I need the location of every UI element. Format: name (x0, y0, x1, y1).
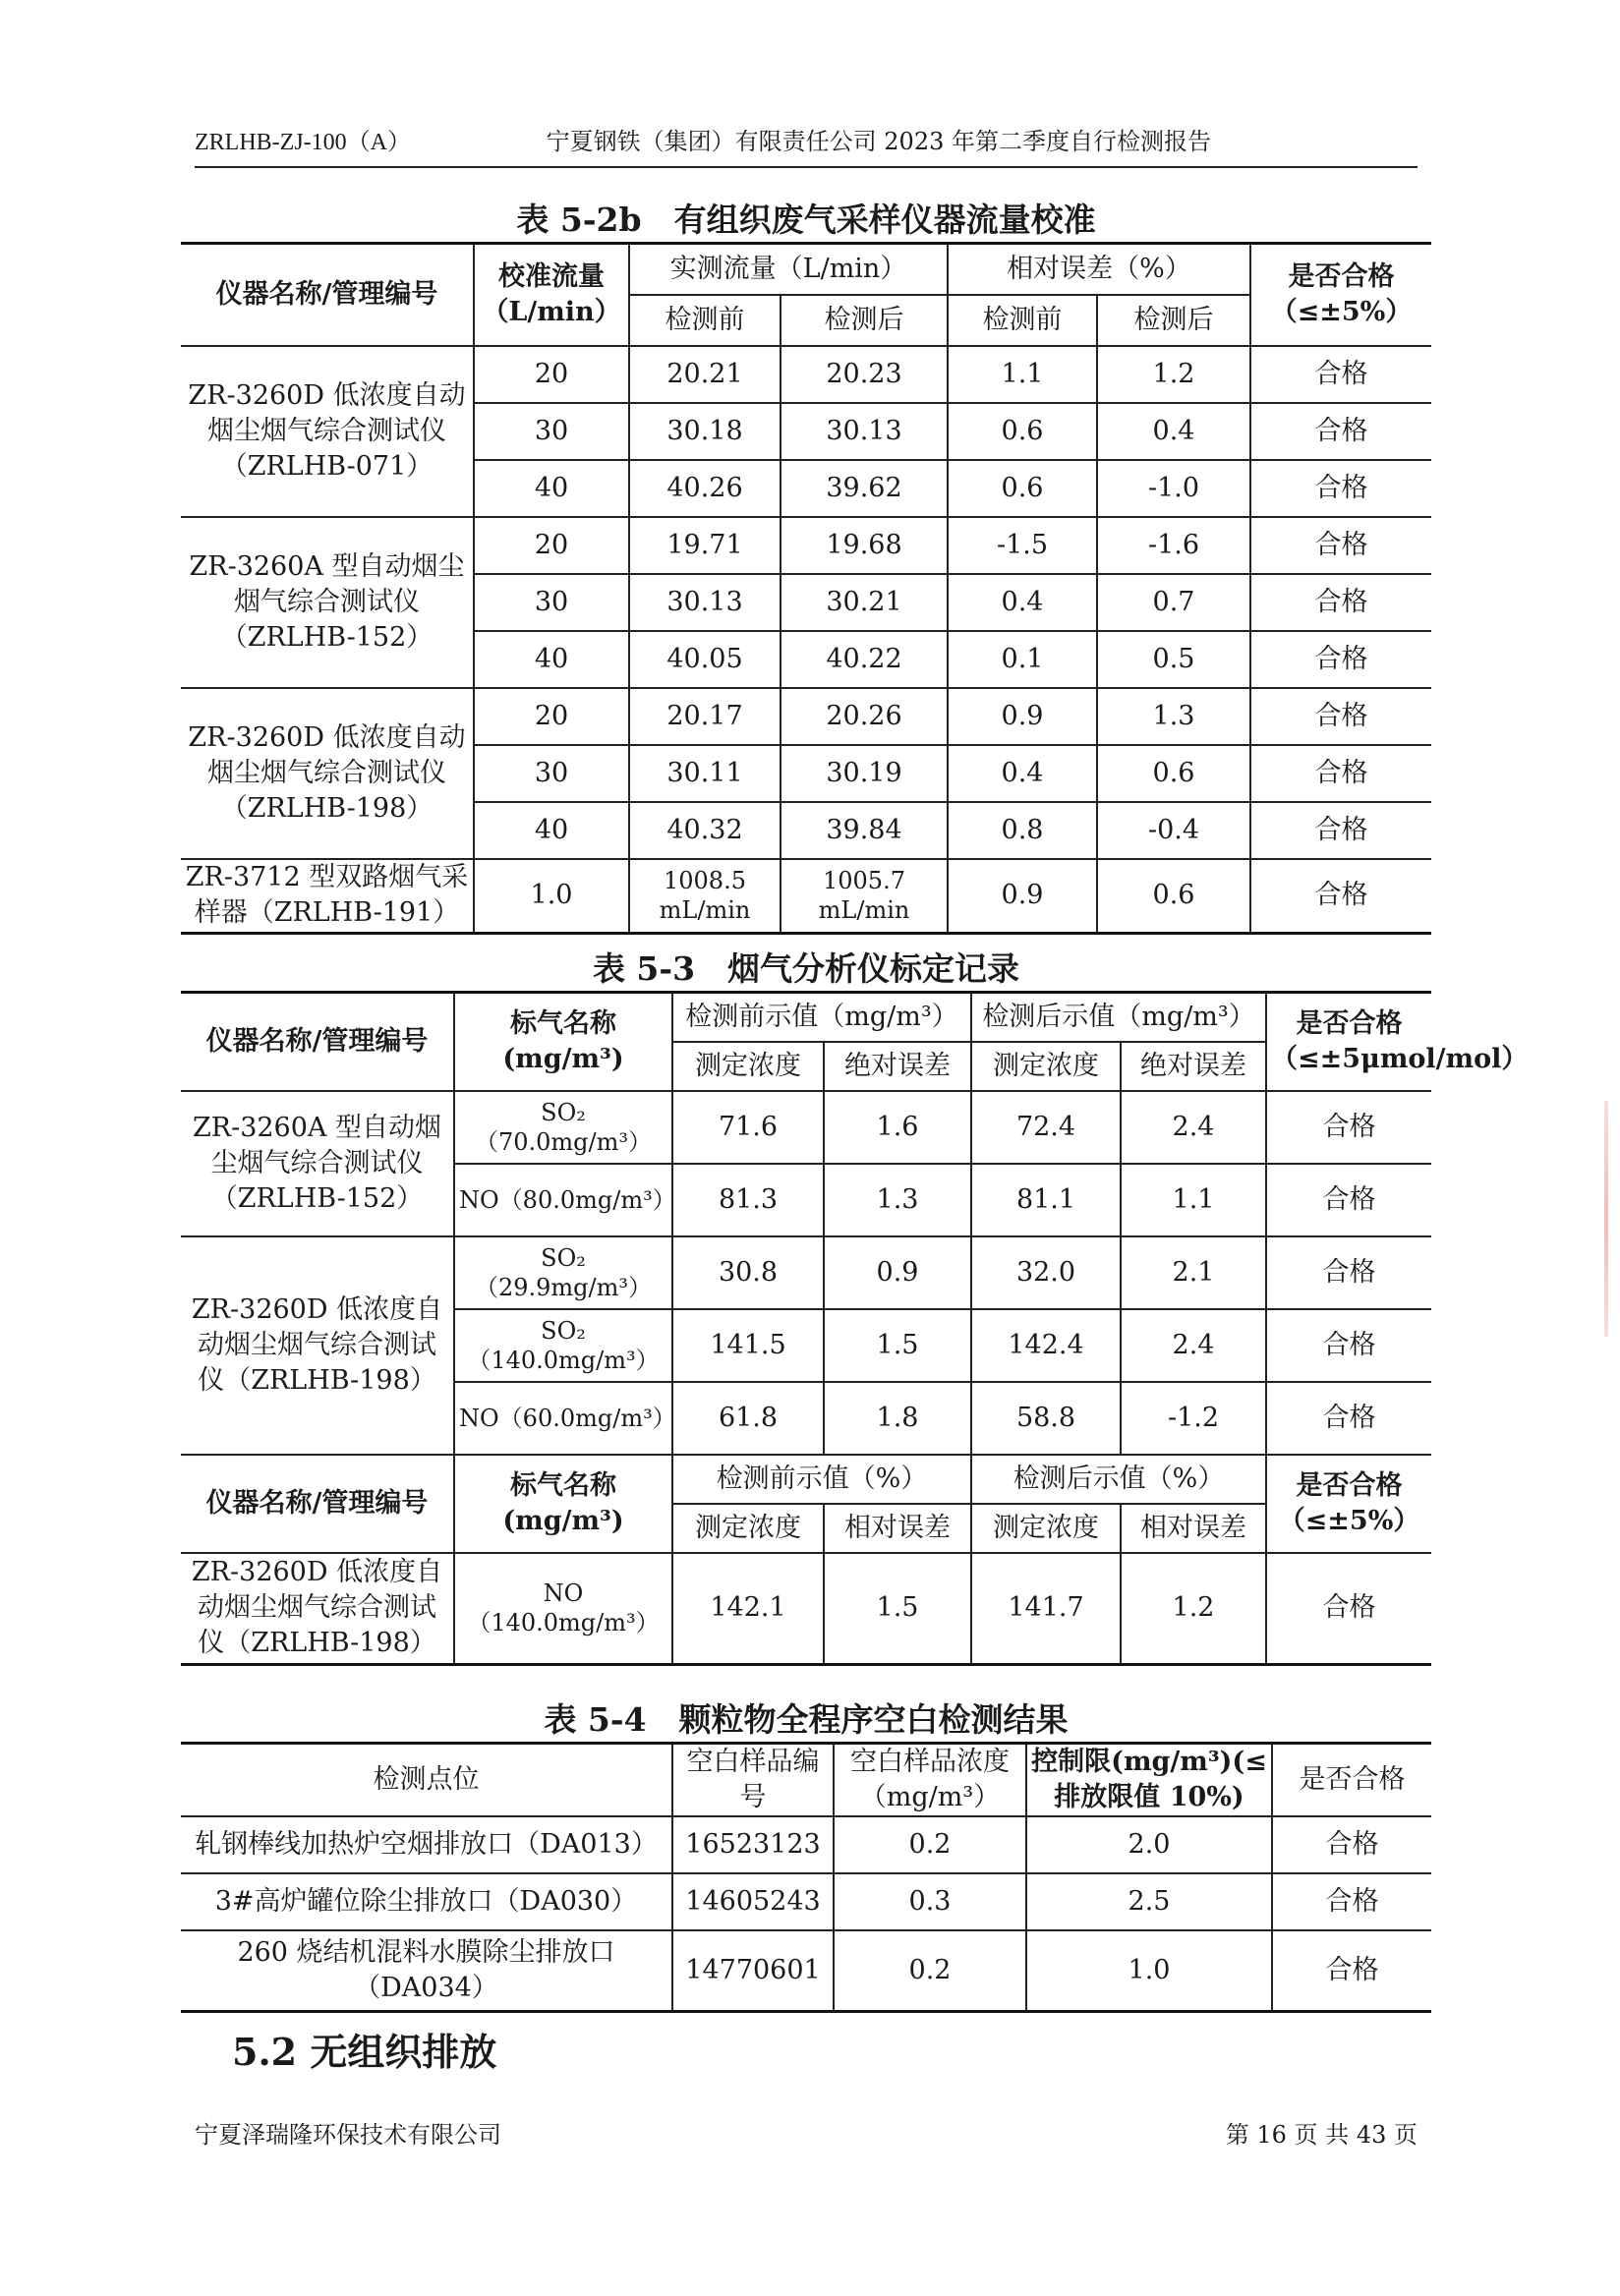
footer-company: 宁夏泽瑞隆环保技术有限公司 (195, 2121, 501, 2149)
err-after-cell: -1.0 (1097, 460, 1250, 517)
col-measured-flow: 实测流量（L/min） (629, 244, 948, 295)
footer-page-info: 第 16 页 共 43 页 (1225, 2121, 1418, 2149)
col-error: 绝对误差 (1121, 1042, 1266, 1091)
col-before-reading: 检测前示值（mg/m³） (672, 993, 971, 1042)
pass-cell: 合格 (1266, 1236, 1431, 1309)
point-cell: 轧钢棒线加热炉空烟排放口（DA013） (181, 1816, 672, 1873)
instrument-cell: ZR-3712 型双路烟气采样器（ZRLHB-191） (181, 859, 474, 934)
pass-cell: 合格 (1250, 802, 1431, 859)
instrument-cell: ZR-3260D 低浓度自动烟尘烟气综合测试仪（ZRLHB-198） (181, 688, 474, 859)
col-std-gas: 标气名称(mg/m³) (454, 1455, 672, 1553)
conc-before-cell: 142.1 (672, 1553, 824, 1665)
col-error: 相对误差 (824, 1504, 971, 1553)
cal-flow-cell: 40 (474, 460, 629, 517)
control-limit-cell: 1.0 (1026, 1930, 1272, 2011)
err-before-cell: 0.6 (948, 403, 1097, 460)
col-after: 检测后 (1097, 295, 1250, 346)
blank-conc-cell: 0.2 (834, 1930, 1026, 2011)
err-after-cell: 1.2 (1121, 1553, 1266, 1665)
col-before: 检测前 (629, 295, 781, 346)
point-cell: 3#高炉罐位除尘排放口（DA030） (181, 1873, 672, 1930)
std-gas-cell: NO（140.0mg/m³） (454, 1553, 672, 1665)
header-row (181, 1455, 1431, 1504)
table-row (181, 1236, 1431, 1309)
col-error: 绝对误差 (824, 1042, 971, 1091)
err-before-cell: 1.3 (824, 1164, 971, 1236)
blank-conc-cell: 0.3 (834, 1873, 1026, 1930)
point-cell: 260 烧结机混料水膜除尘排放口（DA034） (181, 1930, 672, 2011)
table-5-2b (181, 242, 1431, 935)
col-measured-conc: 测定浓度 (971, 1042, 1121, 1091)
table-row (181, 1553, 1431, 1665)
err-after-cell: 2.4 (1121, 1091, 1266, 1164)
col-cal-flow: 校准流量（L/min） (474, 244, 629, 346)
flow-before-cell: 1008.5 mL/min (629, 859, 781, 934)
page-header (195, 122, 1418, 168)
pass-cell: 合格 (1266, 1553, 1431, 1665)
flow-before-cell: 20.21 (629, 346, 781, 403)
cal-flow-cell: 40 (474, 802, 629, 859)
flow-after-cell: 20.23 (781, 346, 948, 403)
flow-before-cell: 30.18 (629, 403, 781, 460)
doc-title: 宁夏钢铁（集团）有限责任公司 2023 年第二季度自行检测报告 (546, 128, 1211, 155)
err-before-cell: 0.6 (948, 460, 1097, 517)
table-5-4-caption: 表 5-4 颗粒物全程序空白检测结果 (544, 1700, 1069, 1739)
pass-cell: 合格 (1266, 1091, 1431, 1164)
table-row (181, 1930, 1431, 2011)
err-before-cell: 0.8 (948, 802, 1097, 859)
err-after-cell: 0.4 (1097, 403, 1250, 460)
col-blank-conc: 空白样品浓度（mg/m³） (834, 1744, 1026, 1817)
err-after-cell: -1.2 (1121, 1382, 1266, 1455)
pass-cell: 合格 (1250, 403, 1431, 460)
control-limit-cell: 2.5 (1026, 1873, 1272, 1930)
cal-flow-cell: 30 (474, 745, 629, 802)
pass-cell: 合格 (1250, 460, 1431, 517)
instrument-cell: ZR-3260A 型自动烟尘烟气综合测试仪（ZRLHB-152） (181, 517, 474, 688)
pass-cell: 合格 (1250, 517, 1431, 574)
std-gas-cell: NO（60.0mg/m³） (454, 1382, 672, 1455)
flow-before-cell: 20.17 (629, 688, 781, 745)
conc-before-cell: 71.6 (672, 1091, 824, 1164)
flow-after-cell: 39.62 (781, 460, 948, 517)
flow-before-cell: 40.32 (629, 802, 781, 859)
err-after-cell: -0.4 (1097, 802, 1250, 859)
cal-flow-cell: 20 (474, 688, 629, 745)
pass-cell: 合格 (1250, 574, 1431, 631)
header-row (181, 993, 1431, 1042)
cal-flow-cell: 30 (474, 574, 629, 631)
flow-after-cell: 40.22 (781, 631, 948, 688)
pass-cell: 合格 (1250, 346, 1431, 403)
std-gas-cell: SO₂（140.0mg/m³） (454, 1309, 672, 1382)
pass-cell: 合格 (1272, 1873, 1431, 1930)
flow-after-cell: 1005.7 mL/min (781, 859, 948, 934)
err-after-cell: 2.4 (1121, 1309, 1266, 1382)
pass-cell: 合格 (1266, 1164, 1431, 1236)
instrument-cell: ZR-3260D 低浓度自动烟尘烟气综合测试仪（ZRLHB-071） (181, 346, 474, 517)
err-before-cell: 0.4 (948, 574, 1097, 631)
table-row (181, 688, 1431, 745)
err-before-cell: 0.9 (948, 688, 1097, 745)
col-after-reading: 检测后示值（%） (971, 1455, 1266, 1504)
err-before-cell: 0.9 (948, 859, 1097, 934)
flow-before-cell: 30.11 (629, 745, 781, 802)
err-after-cell: 0.7 (1097, 574, 1250, 631)
err-after-cell: 0.6 (1097, 859, 1250, 934)
pass-cell: 合格 (1250, 631, 1431, 688)
col-rel-error: 相对误差（%） (948, 244, 1250, 295)
blank-conc-cell: 0.2 (834, 1816, 1026, 1873)
err-after-cell: 1.1 (1121, 1164, 1266, 1236)
conc-after-cell: 142.4 (971, 1309, 1121, 1382)
cal-flow-cell: 20 (474, 517, 629, 574)
doc-code: ZRLHB-ZJ-100（A） (195, 130, 411, 155)
table-5-3 (181, 991, 1529, 1666)
err-after-cell: -1.6 (1097, 517, 1250, 574)
err-after-cell: 0.6 (1097, 745, 1250, 802)
cal-flow-cell: 40 (474, 631, 629, 688)
col-after-reading: 检测后示值（mg/m³） (971, 993, 1266, 1042)
col-before: 检测前 (948, 295, 1097, 346)
err-before-cell: 0.9 (824, 1236, 971, 1309)
err-after-cell: 2.1 (1121, 1236, 1266, 1309)
table-5-3-caption: 表 5-3 烟气分析仪标定记录 (592, 949, 1020, 988)
control-limit-cell: 2.0 (1026, 1816, 1272, 1873)
table-row (181, 517, 1431, 574)
sample-no-cell: 14605243 (672, 1873, 834, 1930)
std-gas-cell: SO₂（29.9mg/m³） (454, 1236, 672, 1309)
flow-before-cell: 40.26 (629, 460, 781, 517)
flow-after-cell: 30.21 (781, 574, 948, 631)
err-after-cell: 1.2 (1097, 346, 1250, 403)
pass-cell: 合格 (1272, 1930, 1431, 2011)
std-gas-cell: NO（80.0mg/m³） (454, 1164, 672, 1236)
col-instrument: 仪器名称/管理编号 (181, 244, 474, 346)
col-instrument: 仪器名称/管理编号 (181, 993, 454, 1091)
table-5-4 (181, 1742, 1431, 2013)
err-before-cell: 1.6 (824, 1091, 971, 1164)
instrument-cell: ZR-3260D 低浓度自动烟尘烟气综合测试仪（ZRLHB-198） (181, 1236, 454, 1455)
std-gas-cell: SO₂（70.0mg/m³） (454, 1091, 672, 1164)
flow-after-cell: 39.84 (781, 802, 948, 859)
err-before-cell: 1.1 (948, 346, 1097, 403)
flow-after-cell: 30.19 (781, 745, 948, 802)
col-measured-conc: 测定浓度 (971, 1504, 1121, 1553)
col-error: 相对误差 (1121, 1504, 1266, 1553)
err-after-cell: 1.3 (1097, 688, 1250, 745)
conc-after-cell: 141.7 (971, 1553, 1121, 1665)
conc-before-cell: 81.3 (672, 1164, 824, 1236)
col-sample-no: 空白样品编号 (672, 1744, 834, 1817)
col-pass: 是否合格 (1272, 1744, 1431, 1817)
table-5-2b-caption: 表 5-2b 有组织废气采样仪器流量校准 (516, 201, 1096, 239)
conc-after-cell: 32.0 (971, 1236, 1121, 1309)
cal-flow-cell: 30 (474, 403, 629, 460)
flow-before-cell: 40.05 (629, 631, 781, 688)
conc-after-cell: 81.1 (971, 1164, 1121, 1236)
table-row (181, 1816, 1431, 1873)
col-pass: 是否合格（≤±5%） (1266, 1455, 1431, 1553)
section-title: 5.2 无组织排放 (232, 2030, 497, 2074)
page-footer (195, 2115, 1418, 2150)
pass-cell: 合格 (1250, 745, 1431, 802)
flow-after-cell: 19.68 (781, 517, 948, 574)
scan-mark (1604, 1101, 1608, 1337)
pass-cell: 合格 (1266, 1382, 1431, 1455)
pass-cell: 合格 (1272, 1816, 1431, 1873)
instrument-cell: ZR-3260A 型自动烟尘烟气综合测试仪（ZRLHB-152） (181, 1091, 454, 1236)
col-after: 检测后 (781, 295, 948, 346)
table-row (181, 859, 1431, 934)
col-before-reading: 检测前示值（%） (672, 1455, 971, 1504)
col-instrument: 仪器名称/管理编号 (181, 1455, 454, 1553)
err-before-cell: 0.1 (948, 631, 1097, 688)
col-pass: 是否合格（≤±5μmol/mol） (1266, 993, 1431, 1091)
sample-no-cell: 14770601 (672, 1930, 834, 2011)
col-control-limit: 控制限(mg/m³)(≤排放限值 10%) (1026, 1744, 1272, 1817)
pass-cell: 合格 (1266, 1309, 1431, 1382)
col-std-gas: 标气名称(mg/m³) (454, 993, 672, 1091)
col-pass: 是否合格（≤±5%） (1250, 244, 1431, 346)
instrument-cell: ZR-3260D 低浓度自动烟尘烟气综合测试仪（ZRLHB-198） (181, 1553, 454, 1665)
col-point: 检测点位 (181, 1744, 672, 1817)
conc-before-cell: 30.8 (672, 1236, 824, 1309)
conc-after-cell: 72.4 (971, 1091, 1121, 1164)
err-before-cell: 1.5 (824, 1309, 971, 1382)
conc-before-cell: 61.8 (672, 1382, 824, 1455)
err-after-cell: 0.5 (1097, 631, 1250, 688)
err-before-cell: 1.8 (824, 1382, 971, 1455)
conc-after-cell: 58.8 (971, 1382, 1121, 1455)
err-before-cell: 1.5 (824, 1553, 971, 1665)
flow-after-cell: 20.26 (781, 688, 948, 745)
sample-no-cell: 16523123 (672, 1816, 834, 1873)
cal-flow-cell: 20 (474, 346, 629, 403)
conc-before-cell: 141.5 (672, 1309, 824, 1382)
err-before-cell: -1.5 (948, 517, 1097, 574)
flow-before-cell: 30.13 (629, 574, 781, 631)
col-measured-conc: 测定浓度 (672, 1504, 824, 1553)
cal-flow-cell: 1.0 (474, 859, 629, 934)
table-row (181, 1091, 1431, 1164)
pass-cell: 合格 (1250, 859, 1431, 934)
table-row (181, 346, 1431, 403)
pass-cell: 合格 (1250, 688, 1431, 745)
table-row (181, 1873, 1431, 1930)
flow-before-cell: 19.71 (629, 517, 781, 574)
err-before-cell: 0.4 (948, 745, 1097, 802)
flow-after-cell: 30.13 (781, 403, 948, 460)
col-measured-conc: 测定浓度 (672, 1042, 824, 1091)
